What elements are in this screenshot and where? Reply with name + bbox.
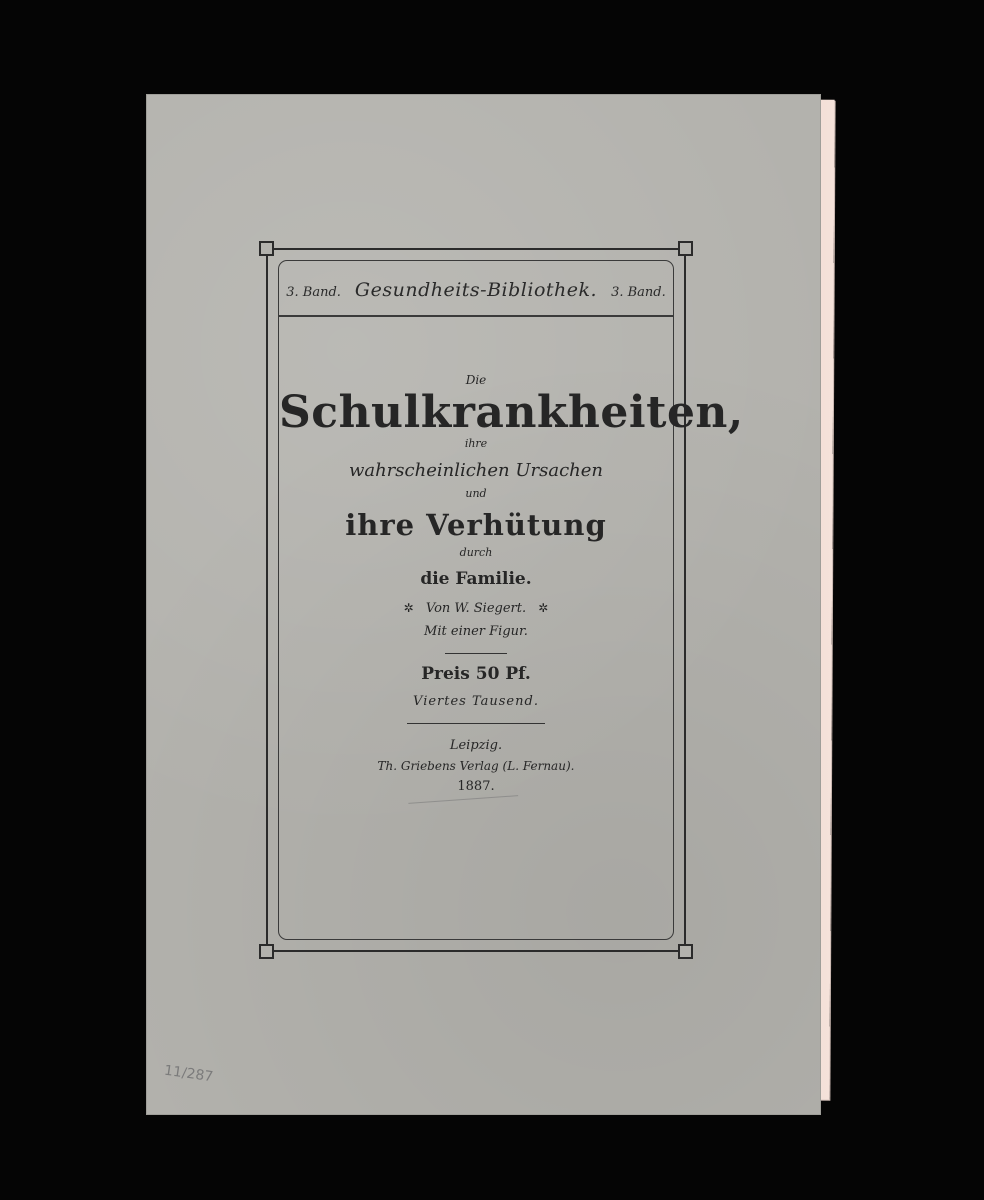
subtitle-prevention: ihre Verhütung [345, 508, 607, 543]
imprint-publisher: Th. Griebens Verlag (L. Fernau). [377, 759, 575, 774]
divider-long [407, 723, 545, 724]
title-frame-inner [278, 260, 744, 940]
edition: Viertes Tausend. [413, 694, 539, 710]
figure-note: Mit einer Figur. [424, 624, 528, 640]
series-title: Gesundheits-Bibliothek. [354, 279, 598, 301]
subtitle-family: die Familie. [420, 569, 532, 590]
title-word-und: und [465, 487, 487, 501]
author-name: Von W. Siegert. [425, 601, 527, 617]
title-word-durch: durch [459, 546, 493, 560]
imprint-year: 1887. [457, 779, 495, 795]
price: Preis 50 Pf. [421, 664, 531, 685]
series-divider [279, 315, 673, 317]
subtitle-causes: wahrscheinlichen Ursachen [348, 460, 604, 482]
title-frame [266, 248, 744, 952]
divider-short [445, 653, 507, 654]
title-article: Die [465, 373, 487, 387]
frame-corner-ornament [259, 241, 274, 256]
frame-corner-ornament [678, 944, 693, 959]
pencil-annotation: 11/287 [163, 1062, 215, 1086]
frame-corner-ornament [259, 944, 274, 959]
ornament-icon: ✲ [538, 601, 549, 616]
main-title: Schulkrankheiten, [279, 387, 744, 438]
volume-label-left: 3. Band. [286, 285, 341, 300]
author-line [279, 601, 673, 616]
ornament-icon: ✲ [403, 601, 414, 616]
frame-corner-ornament [678, 241, 693, 256]
imprint-city: Leipzig. [449, 738, 503, 754]
booklet-cover [146, 94, 821, 1115]
title-word-ihre: ihre [464, 437, 488, 451]
series-header [279, 279, 673, 301]
title-block [279, 373, 744, 795]
volume-label-right: 3. Band. [611, 285, 666, 300]
